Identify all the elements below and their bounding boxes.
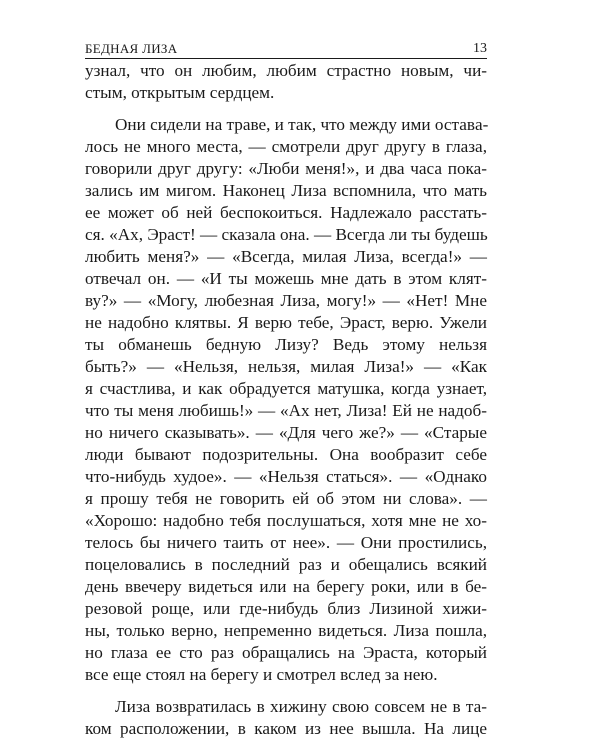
text-line: но ничего сказывать». — «Для чего же?» — «Старые [85,423,487,442]
paragraph-3 [85,696,487,740]
text-line: говорили друг другу: «Люби меня!», и два часа пока- [85,159,487,178]
text-line: Лиза возвратилась в хижину свою совсем не в та- [115,697,487,716]
text-line: резовой роще, или где-нибудь близ Лизиной хижи- [85,599,487,618]
paragraph-1 [85,60,487,104]
text-line: ны, только верно, непременно видеться. Лиза пошла, [85,621,487,640]
text-line: я прошу тебя не говорить ей об этом ни слова». — [85,489,487,508]
text-line: быть?» — «Нельзя, нельзя, милая Лиза!» — «Как [85,357,487,376]
text-line: ся. «Ах, Эраст! — сказала она. — Всегда ли ты будешь [85,225,488,244]
text-line: лось не много места, — смотрели друг другу в глаза, [85,137,487,156]
text-line: ее может об ней беспокоиться. Надлежало расстать- [85,203,487,222]
text-line: «Хорошо: надобно тебя послушаться, хотя мне не хо- [85,511,487,530]
text-line: стым, открытым сердцем. [85,83,275,102]
text-line: зались им мигом. Наконец Лиза вспомнила, что мать [85,181,487,200]
text-line: все еще стоял на берегу и смотрел вслед за нею. [85,665,438,684]
text-line: ву?» — «Могу, любезная Лиза, могу!» — «Нет! Мне [85,291,487,310]
text-line: ком расположении, в каком из нее вышла. На лице [85,719,487,738]
text-line: отвечал он. — «И ты можешь мне дать в этом клят- [85,269,487,288]
text-line: что ты меня любишь!» — «Ах нет, Лиза! Ей не надоб- [85,401,487,420]
text-line: любить меня?» — «Всегда, милая Лиза, всегда!» — [85,247,487,266]
paragraph-2 [85,114,487,686]
text-line: Они сидели на траве, и так, что между ими оставa- [115,115,489,134]
text-line: что-нибудь худое». — «Нельзя статься». — «Однако [85,467,487,486]
running-header [85,40,487,59]
page-number: 13 [470,41,487,57]
text-line: день ввечеру видеться или на берегу роки, или в бе- [85,577,487,596]
body-text [85,60,487,740]
text-line: телось бы ничего таить от нее». — Они простились, [85,533,487,552]
text-line: поцеловались в последний раз и обещались всякий [85,555,487,574]
text-line: узнал, что он любим, любим страстно новым, чи- [85,61,487,80]
text-line: люди бывают подозрительны. Она вообразит себе [85,445,487,464]
text-line: но глаза ее сто раз обращались на Эраста, который [85,643,487,662]
running-title: БЕДНАЯ ЛИЗА [85,41,180,57]
text-line: я счастлива, и как обрадуется матушка, когда узнает, [85,379,487,398]
text-line: ты обманешь бедную Лизу? Ведь этому нельзя [85,335,487,354]
text-line: не надобно клятвы. Я верю тебе, Эраст, верю. Ужели [85,313,487,332]
